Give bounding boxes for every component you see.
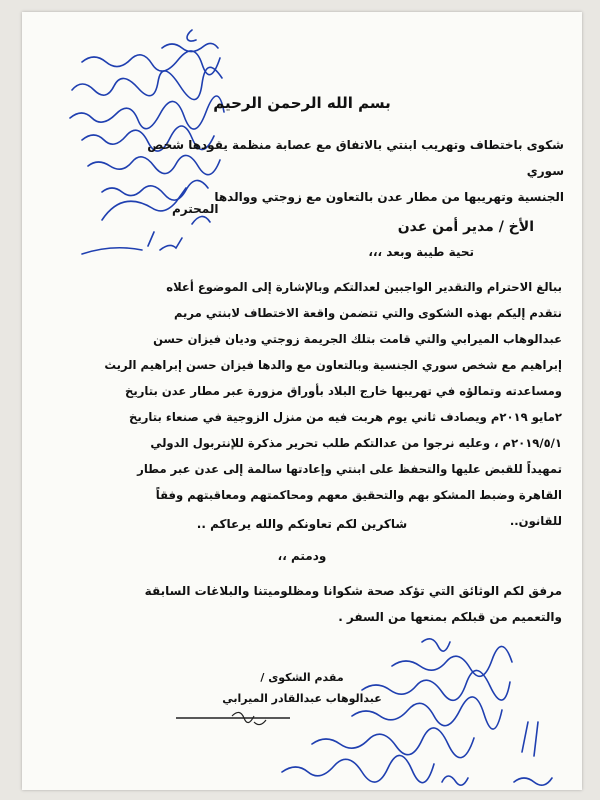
subject-line-2: الجنسية وتهريبها من مطار عدن بالتعاون مع زوجتي ووالدها <box>214 190 564 204</box>
subject-line <box>144 132 564 210</box>
attachments-note <box>62 578 562 630</box>
body-line: للقانون.. <box>509 514 562 528</box>
complaint-body <box>60 274 562 534</box>
attachment-line-1: مرفق لكم الوثائق التي تؤكد صحة شكوانا ومظلوميتنا والبلاغات السابقة <box>144 584 562 598</box>
subject-line-1: شكوى باختطاف وتهريب ابنتي بالاتفاق مع عصابة منظمة يقودها شخص سوري <box>147 138 564 178</box>
body-line: ٢٠١٩/٥/١م ، وعليه نرجوا من عدالتكم طلب تحرير مذكرة للإنتربول الدولي <box>150 436 562 450</box>
body-line: عبدالوهاب الميرابي والتي قامت بتلك الجريمة زوجتي وديان فيزان حسن <box>153 332 562 346</box>
body-line: تمهيداً للقبض عليها والتحفظ على ابنتي وإعادتها سالمة إلى عدن عبر مطار <box>137 462 562 476</box>
closing-thanks: شاكرين لكم تعاونكم والله يرعاكم .. <box>196 517 408 531</box>
respected-label: المحترم <box>172 202 219 216</box>
handwritten-annotation-bottom <box>242 632 562 790</box>
body-line: القاهرة وضبط المشكو بهم والتحقيق معهم ومحاكمتهم ومعاقبتهم وفقاً <box>155 488 562 502</box>
document-page <box>22 12 582 790</box>
greeting-line: تحية طيبة وبعد ،،، <box>368 245 474 259</box>
body-line: ومساعدته وتمالؤه في تهريبها خارج البلاد بأوراق مزورة عبر مطار عدن بتاريخ <box>124 384 562 398</box>
body-line: ببالغ الاحترام والتقدير الواجبين لعدالتكم وبالإشارة إلى الموضوع أعلاه <box>166 280 562 294</box>
submitter-name: عبدالوهاب عبدالقادر الميرابي <box>222 692 382 705</box>
closing-regards: ودمتم ،، <box>277 549 327 563</box>
body-line: نتقدم إليكم بهذه الشكوى والتي تتضمن واقعة الاختطاف لابنتي مريم <box>173 306 562 320</box>
basmala-heading: بسم الله الرحمن الرحيم <box>213 94 391 112</box>
submitter-label: مقدم الشكوى / <box>260 671 344 684</box>
body-line: إبراهيم مع شخص سوري الجنسية وبالتعاون مع والدها فيزان حسن إبراهيم الريث <box>104 358 562 372</box>
body-line: ٢مايو ٢٠١٩م ويصادف ثاني يوم هربت فيه من منزل الزوجية في صنعاء بتاريخ <box>129 410 562 424</box>
attachment-line-2: والتعميم من قبلكم بمنعها من السفر . <box>338 610 562 624</box>
addressee-heading: الأخ / مدير أمن عدن <box>397 219 534 235</box>
